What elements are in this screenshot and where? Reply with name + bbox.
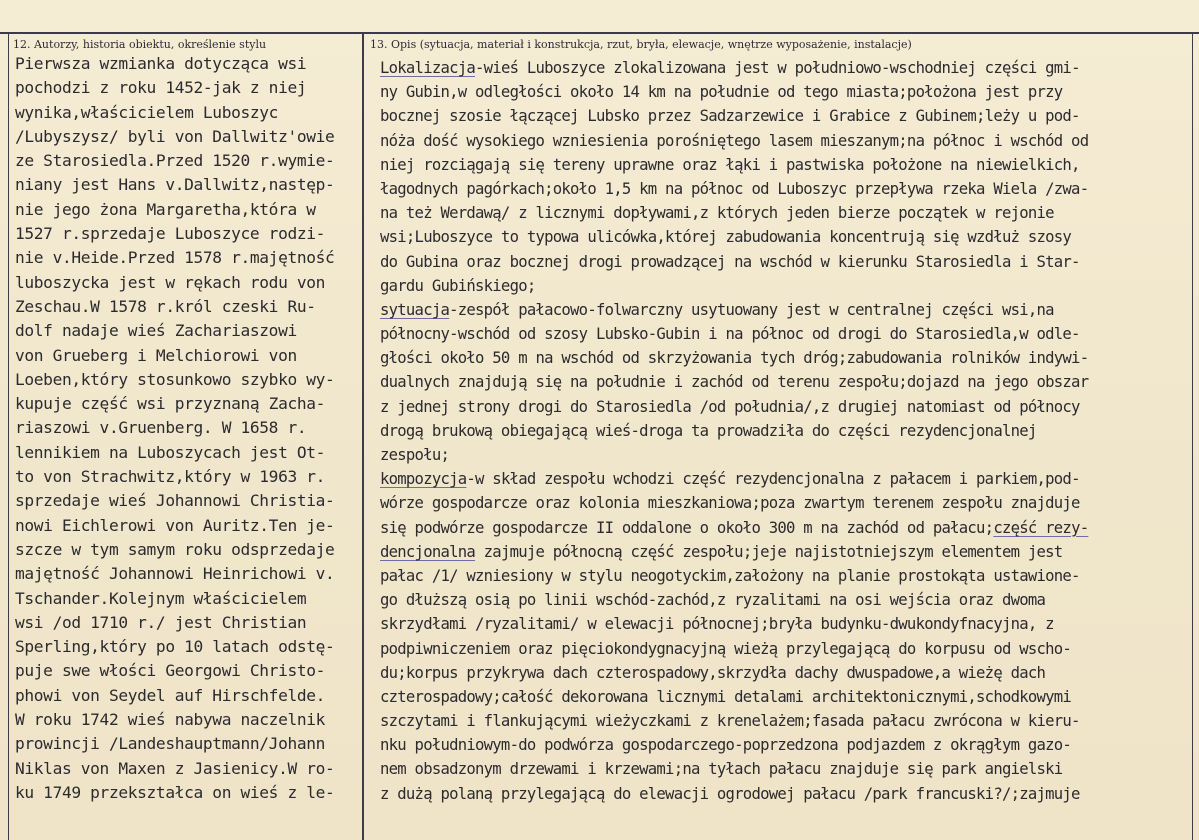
text-segment: drogą brukową obiegającą wieś-droga ta prowadziła do części rezydencjonalnej: [380, 421, 1037, 440]
text-segment: wórze gospodarcze oraz kolonia mieszkaniowa;poza zwartym terenem zespołu znajduje: [380, 494, 1080, 513]
history-text-line: /Lubyszysz/ byli von Dallwitz'owie: [15, 126, 335, 146]
history-text-line: wynika,właścicielem Luboszyc: [15, 102, 279, 122]
text-segment: się podwórze gospodarcze II oddalone o około 300 m na zachód od pałacu;: [380, 518, 994, 537]
description-text-line: [380, 298, 1190, 322]
section-12-header: 12. Autorzy, historia obiektu, określenie stylu: [13, 38, 267, 51]
history-text-line: Tschander.Kolejnym właścicielem: [15, 588, 307, 608]
description-text-line: [380, 757, 1190, 781]
section-heading-underlined: Lokalizacja: [380, 59, 476, 77]
description-text-line: [380, 153, 1190, 177]
section-heading-underlined: część rezy-: [993, 518, 1089, 537]
history-text-line: niany jest Hans v.Dallwitz,następ-: [15, 175, 335, 195]
history-text-line: Pierwsza wzmianka dotycząca wsi: [15, 54, 307, 73]
description-text-line: [380, 612, 1190, 636]
top-rule: [0, 32, 1199, 34]
history-text-column: [15, 52, 360, 805]
description-text-line: [380, 733, 1190, 757]
text-segment: -w skład zespołu wchodzi część rezydencjonalna z pałacem i parkiem,pod-: [466, 470, 1080, 489]
history-text-line: szcze w tym samym roku odsprzedaje: [15, 539, 335, 559]
description-text-line: [380, 80, 1190, 104]
description-text-line: [380, 56, 1190, 80]
right-margin-rule: [1192, 32, 1193, 840]
text-segment: du;korpus przykrywa dach czterospadowy,skrzydła dachy dwuspadowe,a wieżę dach: [380, 663, 1046, 682]
text-segment: głości około 50 m na wschód od skrzyżowania tych dróg;zabudowania rolników indywi-: [380, 349, 1089, 368]
text-segment: -wieś Luboszyce zlokalizowana jest w południowo-wschodniej części gmi-: [475, 59, 1080, 77]
history-text-line: kupuje część wsi przyznaną Zacha-: [15, 394, 326, 414]
description-text-line: [380, 709, 1190, 733]
history-text-line: Loeben,który stosunkowo szybko wy-: [15, 369, 335, 389]
description-text-column: [380, 56, 1190, 806]
description-text-line: [380, 201, 1190, 225]
text-segment: szczytami i flankującymi wieżyczkami z krenelażem;fasada pałacu zwrócona w kieru-: [380, 712, 1080, 731]
text-segment: zajmuje północną część zespołu;jeje najistotniejszym elementem jest: [475, 542, 1063, 561]
text-segment: go dłuższą osią po linii wschód-zachód,z ryzalitami na osi wejścia oraz dwoma: [380, 591, 1046, 610]
text-segment: skrzydłami /ryzalitami/ w elewacji północnej;bryła budynku-dwukondyfnacyjna, z: [380, 615, 1054, 634]
text-segment: gardu Gubińskiego;: [380, 276, 536, 295]
text-segment: nóża dość wysokiego wzniesienia porośniętego lasem mieszanym;na północ i wschód od: [380, 131, 1089, 150]
description-text-line: [380, 564, 1190, 588]
section-heading-underlined: sytuacja: [380, 300, 450, 319]
text-segment: na też Werdawą/ z licznymi dopływami,z których jeden bierze początek w rejonie: [380, 204, 1054, 223]
description-text-line: [380, 491, 1190, 515]
text-segment: północny-wschód od szosy Lubsko-Gubin i na północ od drogi do Starosiedla,w odle-: [380, 325, 1080, 344]
description-text-line: [380, 346, 1190, 370]
history-text-line: to von Strachwitz,który w 1963 r.: [15, 467, 326, 487]
text-segment: bocznej szosie łączącej Lubsko przez Sadzarzewice i Grabice z Gubinem;leży u pod-: [380, 107, 1080, 126]
history-text-line: luboszycka jest w rękach rodu von: [15, 272, 326, 292]
history-text-line: majętność Johannowi Heinrichowi v.: [15, 564, 335, 584]
description-text-line: [380, 129, 1190, 153]
description-text-line: [380, 177, 1190, 201]
description-text-line: [380, 467, 1190, 491]
history-text-line: prowincji /Landeshauptmann/Johann: [15, 734, 326, 754]
section-heading-underlined: dencjonalna: [380, 542, 476, 561]
history-text-line: Sperling,który po 10 latach odstę-: [15, 637, 335, 657]
description-text-line: [380, 104, 1190, 128]
description-text-line: [380, 685, 1190, 709]
history-text-line: Niklas von Maxen z Jasienicy.W ro-: [15, 758, 335, 778]
history-text-line: Zeschau.W 1578 r.król czeski Ru-: [15, 296, 316, 316]
description-text-line: [380, 395, 1190, 419]
history-text-line: lennikiem na Luboszycach jest Ot-: [15, 442, 326, 462]
history-text-line: W roku 1742 wieś nabywa naczelnik: [15, 710, 326, 730]
description-text-line: [380, 637, 1190, 661]
history-text-line: von Grueberg i Melchiorowi von: [15, 345, 297, 365]
text-segment: pałac /1/ wzniesiony w stylu neogotyckim,założony na planie prostokąta ustawione-: [380, 566, 1080, 585]
history-text-line: 1527 r.sprzedaje Luboszyce rodzi-: [15, 224, 326, 244]
text-segment: nem obsadzonym drzewami i krzewami;na tyłach pałacu znajduje się park angielski: [380, 760, 1063, 779]
left-margin-rule: [8, 32, 9, 840]
text-segment: z jednej strony drogi do Starosiedla /od południa/,z drugiej natomiast od północy: [380, 397, 1080, 416]
text-segment: czterospadowy;całość dekorowana licznymi detalami architektonicznymi,schodkowymi: [380, 687, 1072, 706]
description-text-line: [380, 250, 1190, 274]
history-text-line: nie v.Heide.Przed 1578 r.majętność: [15, 248, 335, 268]
text-segment: zespołu;: [380, 446, 450, 464]
description-text-line: [380, 661, 1190, 685]
text-segment: z dużą polaną przylegającą do elewacji ogrodowej pałacu /park francuski?/;zajmuje: [380, 784, 1080, 803]
text-segment: łagodnych pagórkach;około 1,5 km na północ od Luboszyc przepływa rzeka Wiela /zwa-: [380, 179, 1089, 198]
section-13-header: 13. Opis (sytuacja, materiał i konstrukcja, rzut, bryła, elewacje, wnętrze wyposażenie, instalacje): [370, 38, 912, 51]
description-text-line: [380, 443, 1190, 467]
history-text-line: nie jego żona Margaretha,która w: [15, 199, 316, 219]
description-text-line: [380, 274, 1190, 298]
text-segment: niej rozciągają się tereny uprawne oraz łąki i pastwiska położone na niewielkich,: [380, 155, 1080, 174]
history-text-line: pochodzi z roku 1452-jak z niej: [15, 78, 307, 98]
history-text-line: puje swe włości Georgowi Christo-: [15, 661, 326, 681]
text-segment: do Gubina oraz bocznej drogi prowadzącej na wschód w kierunku Starosiedla i Star-: [380, 252, 1080, 271]
description-text-line: [380, 225, 1190, 249]
description-text-line: [380, 516, 1190, 540]
history-text-line: sprzedaje wieś Johannowi Christia-: [15, 491, 335, 511]
description-text-line: [380, 782, 1190, 806]
description-text-line: [380, 588, 1190, 612]
column-divider: [362, 32, 364, 840]
text-segment: wsi;Luboszyce to typowa ulicówka,której zabudowania koncentrują się wzdłuż szosy: [380, 228, 1072, 247]
description-text-line: [380, 419, 1190, 443]
description-text-line: [380, 370, 1190, 394]
text-segment: -zespół pałacowo-folwarczny usytuowany jest w centralnej części wsi,na: [449, 300, 1054, 319]
history-text-line: dolf nadaje wieś Zachariaszowi: [15, 321, 297, 341]
history-text-line: riaszowi v.Gruenberg. W 1658 r.: [15, 418, 307, 438]
history-text-line: wsi /od 1710 r./ jest Christian: [15, 612, 307, 632]
history-text-line: ze Starosiedla.Przed 1520 r.wymie-: [15, 151, 335, 171]
text-segment: dualnych znajdują się na południe i zachód od terenu zespołu;dojazd na jego obszar: [380, 373, 1089, 392]
description-text-line: [380, 322, 1190, 346]
text-segment: podpiwniczeniem oraz pięciokondygnacyjną wieżą przylegającą do korpusu od wscho-: [380, 639, 1072, 658]
section-heading-underlined: kompozycja: [380, 470, 467, 489]
text-segment: nku południowym-do podwórza gospodarczego-poprzedzona podjazdem z okrągłym gazo-: [380, 736, 1072, 755]
history-text-line: ku 1749 przekształca on wieś z le-: [15, 782, 335, 802]
text-segment: ny Gubin,w odległości około 14 km na południe od tego miasta;położona jest przy: [380, 83, 1063, 102]
history-text-line: nowi Eichlerowi von Auritz.Ten je-: [15, 515, 335, 535]
history-text-line: phowi von Seydel auf Hirschfelde.: [15, 685, 326, 705]
description-text-line: [380, 540, 1190, 564]
